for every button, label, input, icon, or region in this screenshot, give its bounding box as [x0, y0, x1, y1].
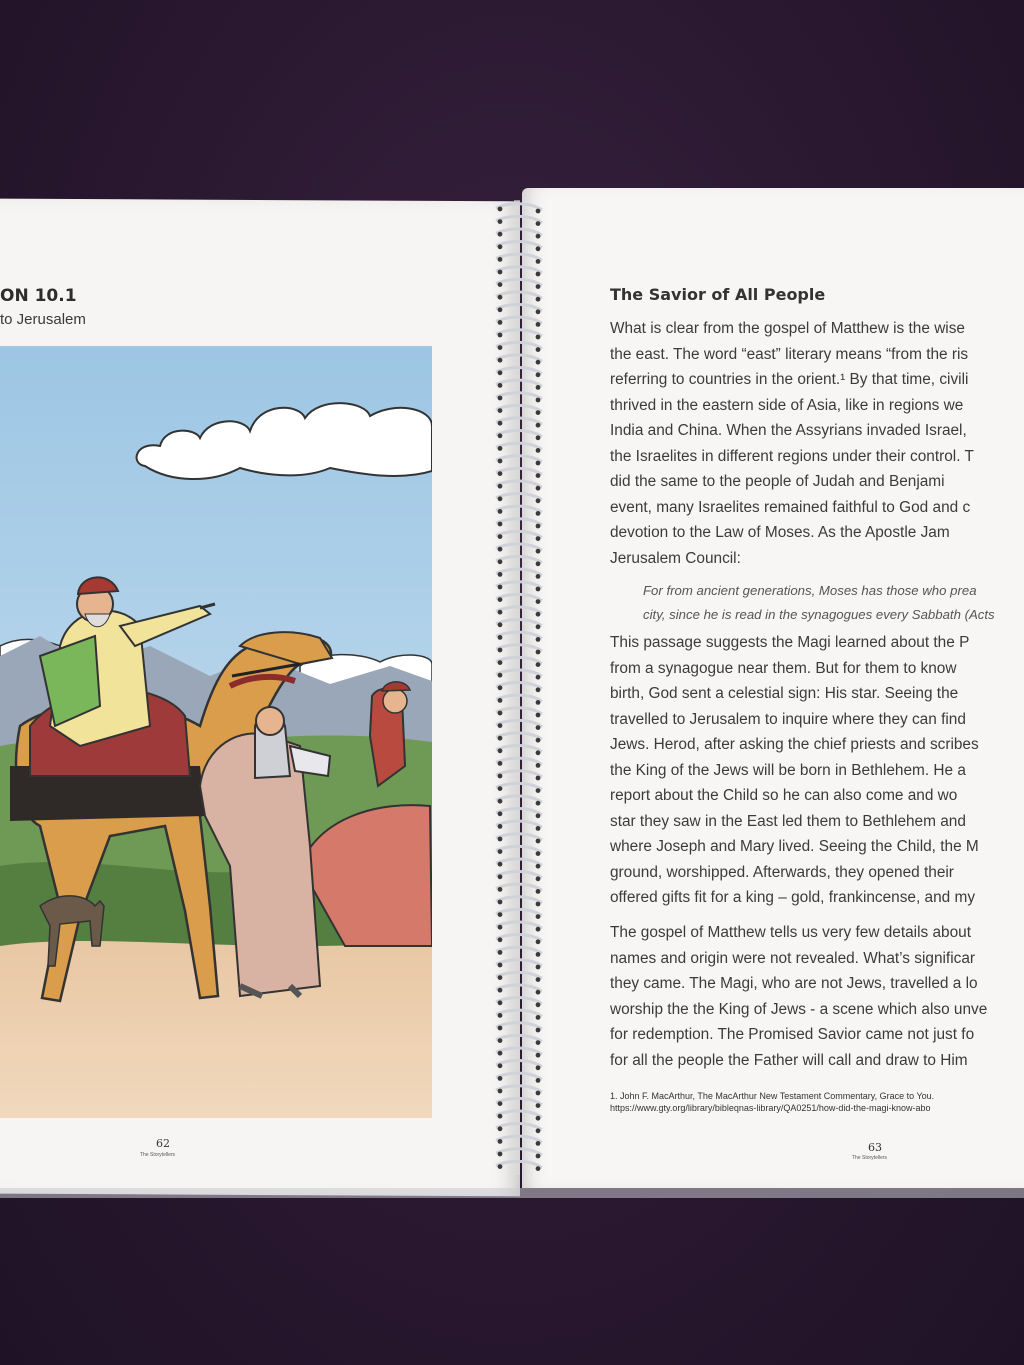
spiral-hole [536, 498, 541, 503]
text-line: event, many Israelites remained faithful to God and c [610, 498, 971, 516]
text-line: the Israelites in different regions under their control. T [610, 447, 974, 465]
page-number-right: 63 [868, 1141, 882, 1154]
spiral-hole [498, 925, 503, 930]
spiral-hole [498, 597, 503, 602]
lesson-subtitle: to Jerusalem [0, 311, 86, 328]
spiral-hole [536, 221, 541, 226]
text-line: names and origin were not revealed. What’s significar [610, 949, 976, 967]
paragraph-1 [610, 316, 1024, 571]
text-line: ground, worshipped. Afterwards, they opened their [610, 863, 954, 881]
spiral-hole [498, 496, 503, 501]
spiral-hole [536, 259, 541, 264]
text-line: the east. The word “east” literary means “from the ris [610, 345, 969, 363]
spiral-hole [536, 372, 541, 377]
spiral-hole [498, 736, 503, 741]
spiral-hole [498, 1038, 503, 1043]
spiral-hole [536, 876, 541, 881]
spiral-hole [498, 207, 503, 212]
spiral-hole [536, 461, 541, 466]
text-line: The gospel of Matthew tells us very few details about [610, 924, 972, 941]
spiral-hole [536, 284, 541, 289]
spiral-hole [536, 675, 541, 680]
spiral-binding [490, 200, 550, 1175]
spiral-hole [498, 950, 503, 955]
spiral-hole [498, 811, 503, 816]
spiral-hole [498, 824, 503, 829]
spiral-hole [498, 559, 503, 564]
spiral-hole [536, 234, 541, 239]
spiral-hole [536, 952, 541, 957]
spiral-hole [536, 750, 541, 755]
spiral-hole [536, 209, 541, 214]
spiral-hole [498, 358, 503, 363]
spiral-hole [536, 1154, 541, 1159]
spiral-hole [536, 423, 541, 428]
spiral-hole [536, 650, 541, 655]
text-line: for redemption. The Promised Savior came not just fo [610, 1026, 975, 1043]
spiral-hole [498, 1114, 503, 1119]
text-line: from a synagogue near them. But for them to know [610, 659, 957, 677]
text-line: travelled to Jerusalem to inquire where they can find [610, 710, 966, 728]
spiral-hole [498, 786, 503, 791]
spiral-hole [536, 486, 541, 491]
spiral-hole [536, 788, 541, 793]
text-line: devotion to the Law of Moses. As the Apostle Jam [610, 524, 950, 541]
spiral-hole [536, 889, 541, 894]
spiral-hole [498, 585, 503, 590]
spiral-hole [536, 1103, 541, 1108]
footer-right: The Storytellers [852, 1155, 888, 1161]
text-line: offered gifts fit for a king – gold, frankincense, and my [610, 889, 976, 906]
text-line: for all the people the Father will call and draw to Him [610, 1051, 968, 1069]
spiral-hole [498, 320, 503, 325]
spiral-hole [498, 1000, 503, 1005]
spiral-hole [498, 421, 503, 426]
spiral-hole [536, 574, 541, 579]
lesson-title: ON 10.1 [0, 286, 77, 306]
spiral-hole [498, 711, 503, 716]
text-line: thrived in the eastern side of Asia, like in regions we [610, 396, 964, 414]
spiral-hole [498, 1026, 503, 1031]
spiral-hole [536, 902, 541, 907]
spiral-hole [498, 484, 503, 489]
spiral-hole [498, 370, 503, 375]
quote-line: For from ancient generations, Moses has those who prea [643, 583, 977, 598]
spiral-hole [536, 272, 541, 277]
spiral-hole [536, 1078, 541, 1083]
footnote [610, 1090, 1024, 1114]
spiral-hole [536, 1128, 541, 1133]
spiral-hole [498, 1152, 503, 1157]
spiral-hole [536, 347, 541, 352]
text-line: worship the the King of Jews - a scene which also unve [610, 1000, 988, 1018]
spiral-hole [536, 914, 541, 919]
spiral-hole [536, 360, 541, 365]
text-line: the King of the Jews will be born in Bethlehem. He a [610, 761, 966, 779]
quote-line: city, since he is read in the synagogues every Sabbath (Acts [643, 607, 995, 622]
spiral-hole [536, 826, 541, 831]
magi-camel-illustration [0, 346, 432, 1118]
spiral-hole [536, 246, 541, 251]
spiral-hole [536, 335, 541, 340]
spiral-hole [536, 977, 541, 982]
spiral-hole [498, 660, 503, 665]
spiral-hole [498, 232, 503, 237]
text-line: they came. The Magi, who are not Jews, travelled a lo [610, 975, 978, 992]
spiral-hole [536, 385, 541, 390]
spiral-hole [536, 435, 541, 440]
text-line: referring to countries in the orient.¹ By that time, civili [610, 371, 969, 388]
spiral-hole [536, 309, 541, 314]
spiral-hole [498, 849, 503, 854]
spiral-hole [536, 662, 541, 667]
text-line: did the same to the people of Judah and Benjami [610, 473, 945, 490]
spiral-hole [536, 700, 541, 705]
spiral-hole [498, 963, 503, 968]
spiral-hole [536, 939, 541, 944]
spiral-hole [536, 524, 541, 529]
spiral-hole [498, 887, 503, 892]
spiral-hole [498, 837, 503, 842]
text-line: India and China. When the Assyrians invaded Israel, [610, 422, 967, 439]
spiral-hole [536, 448, 541, 453]
spiral-hole [498, 433, 503, 438]
spiral-hole [536, 322, 541, 327]
spiral-hole [498, 572, 503, 577]
spiral-hole [498, 900, 503, 905]
paragraph-3 [610, 920, 1024, 1073]
spiral-hole [498, 446, 503, 451]
spiral-hole [536, 839, 541, 844]
spiral-hole [498, 685, 503, 690]
spiral-hole [498, 622, 503, 627]
spiral-hole [536, 1040, 541, 1045]
scripture-quote [643, 579, 1024, 627]
spiral-hole [498, 1051, 503, 1056]
spiral-hole [536, 801, 541, 806]
spiral-hole [498, 1013, 503, 1018]
spiral-hole [536, 1116, 541, 1121]
spiral-hole [536, 990, 541, 995]
footnote-citation: 1. John F. MacArthur, The MacArthur New Testament Commentary, Grace to You. [610, 1091, 935, 1101]
spiral-hole [536, 599, 541, 604]
spiral-hole [536, 410, 541, 415]
spiral-hole [498, 522, 503, 527]
spiral-hole [536, 1166, 541, 1171]
spiral-hole [498, 383, 503, 388]
spiral-hole [536, 1053, 541, 1058]
spiral-hole [498, 1063, 503, 1068]
spiral-hole [536, 1065, 541, 1070]
spiral-hole [498, 748, 503, 753]
footnote-url: https://www.gty.org/library/bibleqnas-library/QA0251/how-did-the-magi-know-abo [610, 1103, 931, 1113]
spiral-hole [498, 471, 503, 476]
spiral-hole [536, 549, 541, 554]
spiral-hole [536, 561, 541, 566]
spiral-hole [536, 473, 541, 478]
spiral-hole [536, 1015, 541, 1020]
spiral-hole [498, 1076, 503, 1081]
spiral-hole [498, 648, 503, 653]
spiral-hole [498, 874, 503, 879]
text-line: What is clear from the gospel of Matthew is the wise [610, 320, 965, 337]
spiral-hole [498, 307, 503, 312]
footer-left: The Storytellers [140, 1152, 176, 1158]
spiral-hole [498, 408, 503, 413]
spiral-hole [498, 635, 503, 640]
spiral-hole [536, 297, 541, 302]
spiral-hole [536, 624, 541, 629]
spiral-hole [536, 587, 541, 592]
spiral-hole [536, 725, 541, 730]
spiral-hole [536, 398, 541, 403]
spiral-hole [498, 345, 503, 350]
spiral-hole [536, 776, 541, 781]
spiral-hole [536, 851, 541, 856]
spiral-hole [536, 813, 541, 818]
spiral-hole [498, 1164, 503, 1169]
spiral-hole [498, 1089, 503, 1094]
text-line: Jerusalem Council: [610, 549, 741, 567]
spiral-hole [536, 1028, 541, 1033]
paragraph-2 [610, 630, 1024, 911]
text-line: Jews. Herod, after asking the chief priests and scribes [610, 736, 979, 753]
section-heading: The Savior of All People [610, 285, 826, 304]
spiral-hole [536, 612, 541, 617]
page-number-left: 62 [156, 1137, 170, 1150]
plastic-cover-edge [0, 1188, 1024, 1198]
spiral-hole [498, 459, 503, 464]
spiral-hole [498, 799, 503, 804]
text-line: This passage suggests the Magi learned about the P [610, 634, 970, 651]
spiral-hole [498, 723, 503, 728]
text-line: where Joseph and Mary lived. Seeing the Child, the M [610, 838, 979, 855]
spiral-hole [498, 698, 503, 703]
spiral-hole [498, 912, 503, 917]
spiral-hole [536, 536, 541, 541]
spiral-hole [536, 511, 541, 516]
spiral-hole [536, 763, 541, 768]
spiral-hole [498, 610, 503, 615]
spiral-hole [498, 975, 503, 980]
text-line: star they saw in the East led them to Bethlehem and [610, 812, 966, 830]
spiral-hole [498, 333, 503, 338]
spiral-hole [536, 738, 541, 743]
spiral-hole [536, 713, 541, 718]
spiral-hole [498, 988, 503, 993]
spiral-hole [536, 965, 541, 970]
spiral-hole [536, 1141, 541, 1146]
spiral-hole [498, 509, 503, 514]
spiral-hole [498, 547, 503, 552]
spiral-hole [498, 761, 503, 766]
spiral-hole [498, 1126, 503, 1131]
spiral-hole [498, 673, 503, 678]
spiral-hole [536, 687, 541, 692]
spiral-hole [498, 396, 503, 401]
spiral-hole [536, 864, 541, 869]
spiral-hole [498, 1139, 503, 1144]
text-line: report about the Child so he can also come and wo [610, 787, 958, 804]
spiral-hole [536, 927, 541, 932]
spiral-hole [498, 295, 503, 300]
spiral-hole [498, 1101, 503, 1106]
spiral-hole [498, 270, 503, 275]
spiral-hole [498, 282, 503, 287]
text-line: birth, God sent a celestial sign: His star. Seeing the [610, 685, 959, 702]
spiral-hole [536, 1091, 541, 1096]
spiral-hole [498, 219, 503, 224]
spiral-hole [498, 534, 503, 539]
spiral-hole [536, 637, 541, 642]
spiral-hole [498, 862, 503, 867]
spiral-hole [498, 257, 503, 262]
spiral-hole [498, 774, 503, 779]
spiral-hole [498, 937, 503, 942]
spiral-hole [536, 1002, 541, 1007]
spiral-hole [498, 244, 503, 249]
